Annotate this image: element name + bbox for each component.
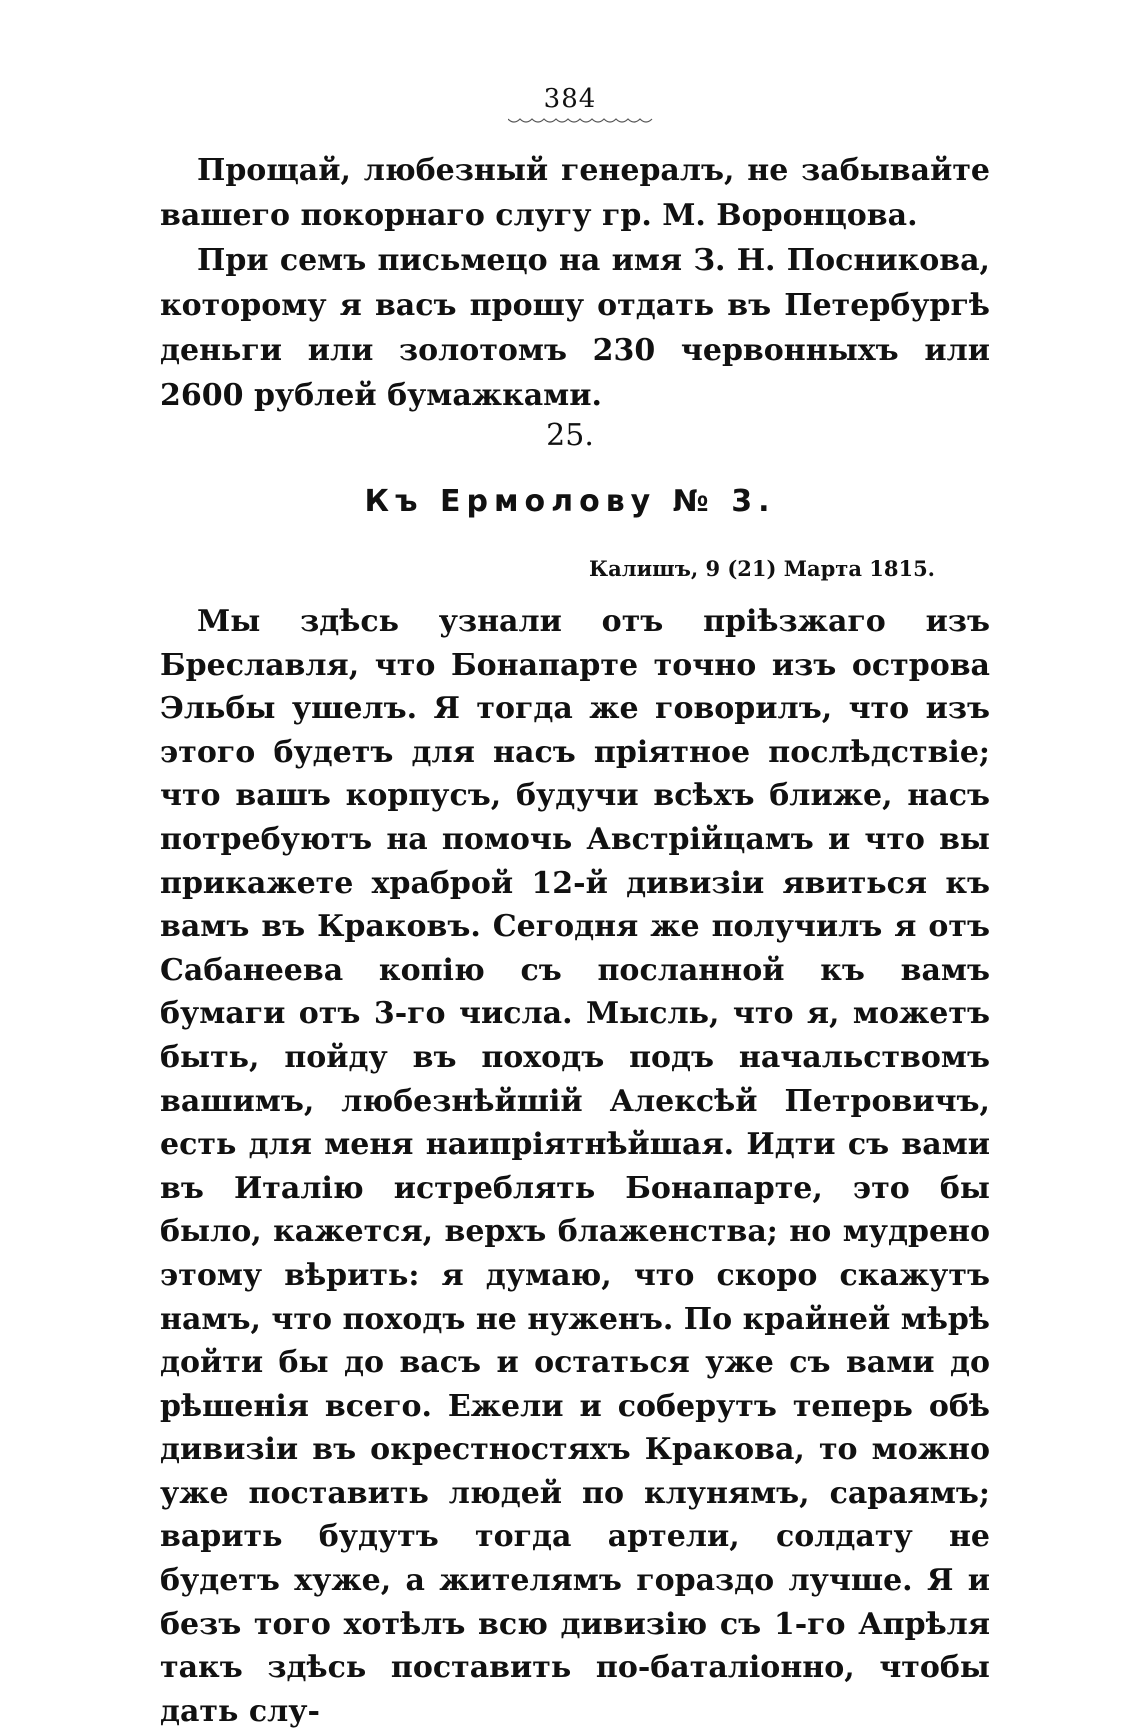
letter-number: 25.: [546, 418, 594, 453]
postscript-paragraph: При семъ письмецо на имя З. Н. Посникова, которому я васъ прошу отдать въ Петербургѣ деньги или золотомъ 230 червонныхъ или 2600 рублей бумажками.: [160, 243, 990, 413]
body-paragraph: Мы здѣсь узнали отъ пріѣзжаго изъ Бреславля, что Бонапарте точно изъ острова Эльбы ушелъ. Я тогда же говорилъ, что изъ этого будетъ для насъ пріятное послѣдствіе; что вашъ корпусъ, будучи всѣхъ ближе, насъ потребуютъ на помочь Австрійцамъ и что вы прикажете храброй 12-й дивизіи явиться къ вамъ въ Краковъ. Сегодня же получилъ я отъ Сабанеева копію съ посланной къ вамъ бумаги отъ 3-го числа. Мысль, что я, можетъ быть, пойду въ походъ подъ начальствомъ вашимъ, любезнѣйшій Алексѣй Петровичъ, есть для меня наипріятнѣйшая. Идти съ вами въ Италію истреблять Бонапарте, это бы было, кажется, верхъ блаженства; но мудрено этому вѣрить: я думаю, что скоро скажутъ намъ, что походъ не нуженъ. По крайней мѣрѣ дойти бы до васъ и остаться уже съ вами до рѣшенія всего. Ежели и соберутъ теперь обѣ дивизіи въ окрестностяхъ Кракова, то можно уже поставить людей по клунямъ, сараямъ; варить будутъ тогда артели, солдату не будетъ хуже, а жителямъ гораздо лучше. Я и безъ того хотѣлъ всю дивизію съ 1-го Апрѣля такъ здѣсь поставить по-баталіонно, чтобы дать слу-: [160, 604, 990, 1729]
page-number: 384: [543, 84, 597, 114]
letter-body: [160, 600, 990, 1733]
preceding-letter-ending: [160, 148, 990, 418]
page-number-ornament: [508, 116, 658, 126]
letter-title: Къ Ермолову № 3.: [364, 484, 776, 519]
letter-dateline: Калишъ, 9 (21) Марта 1815.: [589, 556, 935, 581]
closing-paragraph: Прощай, любезный генералъ, не забывайте вашего покорнаго слугу гр. М. Воронцова.: [160, 153, 990, 233]
